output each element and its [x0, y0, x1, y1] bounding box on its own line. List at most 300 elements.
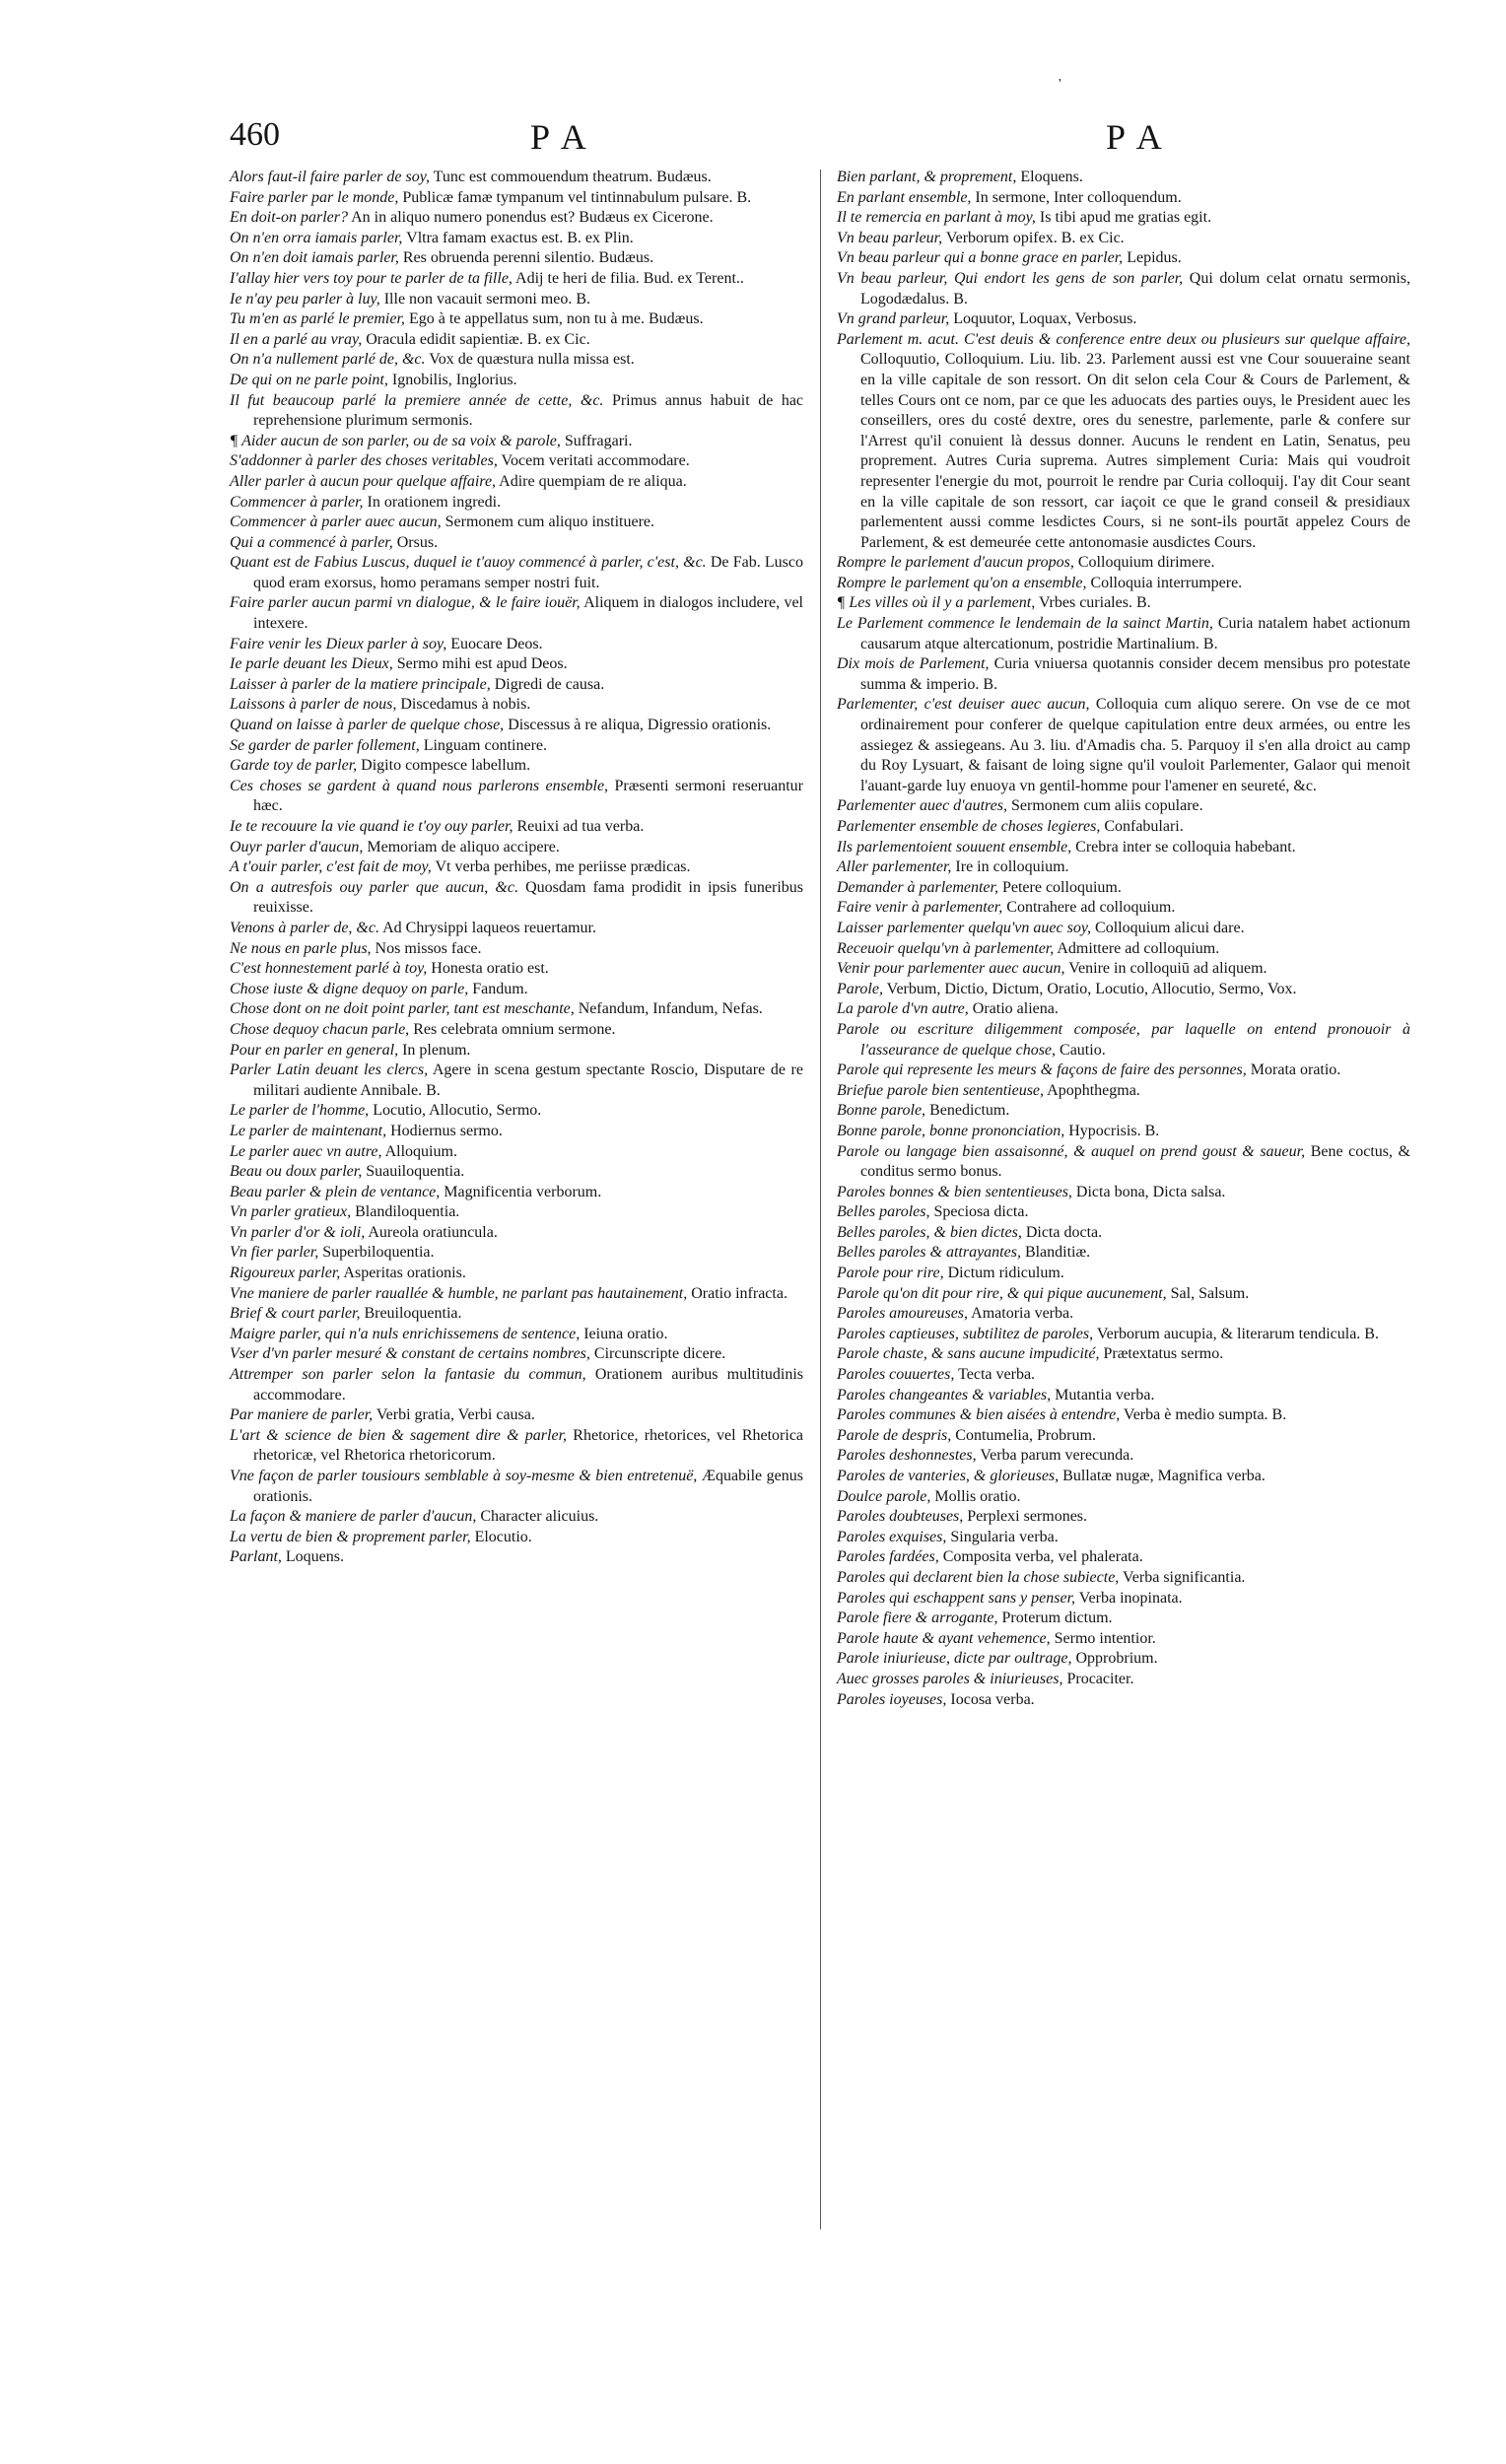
entry-latin: Lepidus.: [1127, 249, 1182, 267]
entry-french: Chose iuste & digne dequoy on parle,: [230, 980, 469, 997]
dictionary-entry: [230, 1264, 803, 1284]
entry-latin: Bullatæ nugæ, Magnifica verba.: [1062, 1468, 1266, 1484]
dictionary-entry: [230, 1507, 803, 1528]
entry-latin: Tecta verba.: [958, 1366, 1036, 1384]
entry-french: Ie parle deuant les Dieux,: [230, 655, 393, 673]
entry-french: Rompre le parlement d'aucun propos,: [837, 554, 1074, 572]
dictionary-entry: [837, 574, 1410, 594]
entry-french: Faire venir à parlementer,: [837, 899, 1003, 917]
entry-latin: Vt verba perhibes, me periisse prædicas.: [435, 858, 691, 876]
entry-latin: Colloquia interrumpere.: [1090, 574, 1243, 591]
dictionary-entry: [230, 1304, 803, 1325]
dictionary-entry: [230, 432, 803, 452]
dictionary-entry: [837, 898, 1410, 919]
entry-french: Laissons à parler de nous,: [230, 696, 397, 714]
entry-french: En doit-on parler?: [230, 209, 348, 227]
dictionary-entry: [837, 919, 1410, 939]
entry-latin: Venire in colloquiū ad aliquem.: [1068, 960, 1267, 978]
dictionary-entry: [230, 1223, 803, 1244]
entry-french: Parole qui represente les meurs & façons de faire des personnes,: [837, 1061, 1247, 1079]
dictionary-entry: [837, 1629, 1410, 1650]
dictionary-entry: [837, 593, 1410, 614]
entry-french: Ie te recouure la vie quand ie t'oy ouy parler,: [230, 818, 513, 835]
entry-latin: Bene coctus, & conditus sermo bonus.: [860, 1142, 1411, 1181]
entry-latin: Asperitas orationis.: [343, 1265, 466, 1282]
entry-latin: Oracula edidit sapientiæ. B. ex Cic.: [366, 330, 590, 348]
entry-latin: Æquabile genus orationis.: [253, 1468, 803, 1505]
entry-latin: Singularia verba.: [950, 1528, 1059, 1545]
entry-latin: Ire in colloquium.: [955, 858, 1069, 876]
entry-french: Vne maniere de parler rauallée & humble, ne parlant pas hautainement,: [230, 1284, 688, 1302]
entry-latin: Aureola oratiuncula.: [368, 1223, 498, 1241]
entry-latin: Hodiernus sermo.: [390, 1122, 503, 1139]
left-column: [230, 168, 803, 1568]
entry-latin: Discessus à re aliqua, Digressio orationis.: [508, 717, 772, 734]
dictionary-entry: [837, 1690, 1410, 1711]
dictionary-entry: [837, 878, 1410, 899]
entry-latin: Proterum dictum.: [1001, 1609, 1113, 1627]
dictionary-entry: [837, 817, 1410, 838]
right-column: [837, 168, 1410, 1710]
column-divider: [820, 170, 821, 2229]
dictionary-entry: [837, 168, 1410, 188]
dictionary-entry: [230, 472, 803, 493]
entry-latin: Hypocrisis. B.: [1068, 1122, 1160, 1139]
entry-french: Paroles communes & bien aisées à entendre,: [837, 1406, 1121, 1424]
dictionary-entry: [230, 980, 803, 1000]
dictionary-entry: [230, 878, 803, 919]
entry-french: Se garder de parler follement,: [230, 736, 420, 754]
dictionary-entry: [230, 838, 803, 858]
entry-french: Rigoureux parler,: [230, 1265, 341, 1282]
entry-french: Paroles changeantes & variables,: [837, 1386, 1052, 1403]
dictionary-entry: [230, 999, 803, 1020]
dictionary-entry: [230, 371, 803, 391]
dictionary-entry: [230, 1467, 803, 1507]
entry-french: Aller parlementer,: [837, 858, 952, 876]
dictionary-entry: [230, 1405, 803, 1426]
dictionary-entry: [837, 999, 1410, 1020]
entry-french: Parlementer auec d'autres,: [837, 797, 1008, 815]
entry-french: Paroles amoureuses,: [837, 1305, 969, 1323]
entry-latin: Ieiuna oratio.: [583, 1325, 668, 1342]
entry-latin: Procaciter.: [1066, 1670, 1134, 1687]
entry-french: Venons à parler de, &c.: [230, 919, 379, 936]
entry-latin: De Fab. Lusco quod eram exorsus, homo peramans semper nostri fuit.: [253, 554, 803, 591]
entry-latin: Composita verba, vel phalerata.: [942, 1548, 1143, 1566]
entry-french: Tu m'en as parlé le premier,: [230, 310, 405, 328]
entry-french: Chose dequoy chacun parle,: [230, 1020, 410, 1038]
entry-french: Parlementer, c'est deuiser auec aucun,: [837, 696, 1090, 714]
entry-latin: Petere colloquium.: [1001, 878, 1122, 896]
running-header: [0, 116, 1506, 166]
entry-french: Quant est de Fabius Luscus, duquel ie t'auoy commencé à parler, c'est, &c.: [230, 554, 707, 572]
entry-latin: Mutantia verba.: [1055, 1386, 1155, 1403]
entry-french: Quand on laisse à parler de quelque chose,: [230, 717, 505, 734]
entry-latin: Res celebrata omnium sermone.: [413, 1020, 616, 1038]
entry-french: Commencer à parler,: [230, 493, 364, 511]
entry-french: On a autresfois ouy parler que aucun, &c.: [230, 878, 518, 896]
entry-latin: Adij te heri de filia. Bud. ex Terent..: [515, 269, 744, 287]
headword-left: PA: [530, 117, 600, 157]
entry-french: Le parler de maintenant,: [230, 1122, 387, 1139]
entry-latin: Curia vniuersa quotannis consider decem mensibus pro potestate summa & imperio. B.: [860, 655, 1411, 693]
entry-french: Parole iniurieuse, dicte par oultrage,: [837, 1650, 1072, 1668]
entry-latin: Agere in scena gestum spectante Roscio, Disputare de re militari audiente Annibale. B.: [253, 1061, 803, 1099]
dictionary-entry: [230, 695, 803, 716]
entry-latin: Sal, Salsum.: [1170, 1284, 1250, 1302]
entry-french: On n'a nullement parlé de, &c.: [230, 351, 426, 369]
entry-latin: Nos missos face.: [375, 939, 482, 957]
entry-latin: Dicta docta.: [1025, 1223, 1103, 1241]
dictionary-entry: [837, 1325, 1410, 1345]
entry-french: Vser d'vn parler mesuré & constant de certains nombres,: [230, 1345, 590, 1363]
entry-french: Faire parler par le monde,: [230, 188, 399, 206]
entry-french: Paroles couuertes,: [837, 1366, 955, 1384]
entry-latin: Honesta oratio est.: [431, 960, 549, 978]
dictionary-entry: [837, 1487, 1410, 1508]
entry-latin: Locutio, Allocutio, Sermo.: [373, 1102, 542, 1120]
dictionary-entry: [837, 1304, 1410, 1325]
dictionary-entry: [230, 1041, 803, 1061]
entry-french: Parole ou escriture diligemment composée, par laquelle on entend pronouoir à l'asseurance de quelque chose,: [837, 1020, 1410, 1059]
entry-latin: Admittere ad colloquium.: [1057, 939, 1220, 957]
entry-latin: Rhetorice, rhetorices, vel Rhetorica rhetoricæ, vel Rhetorica rhetoricorum.: [253, 1426, 804, 1465]
entry-latin: Verbum, Dictio, Dictum, Oratio, Locutio, Allocutio, Sermo, Vox.: [886, 980, 1297, 997]
dictionary-entry: [837, 1467, 1410, 1487]
entry-latin: Publicæ famæ tympanum vel tintinnabulum pulsare. B.: [402, 188, 752, 206]
entry-latin: Elocutio.: [474, 1528, 532, 1545]
dictionary-entry: [230, 309, 803, 330]
entry-latin: Quosdam fama prodidit in ipsis funeribus reuixisse.: [253, 878, 804, 917]
dictionary-entry: [230, 248, 803, 269]
entry-french: S'addonner à parler des choses veritables,: [230, 452, 498, 470]
entry-french: On n'en orra iamais parler,: [230, 229, 403, 246]
entry-french: Briefue parole bien sententieuse,: [837, 1081, 1045, 1099]
entry-french: Paroles captieuses, subtilitez de paroles,: [837, 1325, 1094, 1342]
entry-french: Parole haute & ayant vehemence,: [837, 1629, 1051, 1647]
dictionary-entry: [230, 188, 803, 209]
dictionary-entry: [230, 1325, 803, 1345]
dictionary-entry: [837, 188, 1410, 209]
entry-french: Le parler de l'homme,: [230, 1102, 370, 1120]
entry-latin: Verba parum verecunda.: [980, 1447, 1134, 1465]
dictionary-entry: [230, 817, 803, 838]
dictionary-entry: [837, 980, 1410, 1000]
dictionary-entry: [230, 1547, 803, 1568]
entry-french: Il fut beaucoup parlé la premiere année de cette, &c.: [230, 391, 604, 409]
page-number: 460: [230, 116, 280, 153]
entry-french: Alors faut-il faire parler de soy,: [230, 169, 430, 185]
dictionary-entry: [230, 716, 803, 736]
entry-latin: Ille non vacauit sermoni meo. B.: [383, 290, 590, 308]
entry-latin: Vox de quæstura nulla missa est.: [429, 351, 635, 369]
entry-latin: Dicta bona, Dicta salsa.: [1075, 1183, 1226, 1200]
entry-latin: Sermonem cum aliquo instituere.: [445, 513, 655, 531]
entry-french: Paroles ioyeuses,: [837, 1690, 947, 1708]
entry-latin: Reuixi ad tua verba.: [516, 818, 645, 835]
entry-french: Vn beau parleur,: [837, 229, 943, 246]
entry-french: Il en a parlé au vray,: [230, 330, 363, 348]
entry-latin: Perplexi sermones.: [967, 1508, 1088, 1526]
entry-french: Doulce parole,: [837, 1487, 931, 1505]
dictionary-entry: [837, 1284, 1410, 1305]
entry-latin: Euocare Deos.: [450, 635, 543, 652]
entry-french: Maigre parler, qui n'a nuls enrichissemens de sentence,: [230, 1325, 581, 1342]
entry-french: Faire venir les Dieux parler à soy,: [230, 635, 447, 652]
entry-french: Parlement m. acut. C'est deuis & conference entre deux ou plusieurs sur quelque affaire,: [837, 330, 1410, 348]
entry-latin: Tunc est commouendum theatrum. Budæus.: [433, 169, 712, 185]
dictionary-entry: [230, 350, 803, 371]
entry-latin: Memoriam de aliquo accipere.: [367, 838, 560, 856]
entry-latin: Sermo intentior.: [1054, 1629, 1156, 1647]
dictionary-entry: [837, 208, 1410, 229]
entry-latin: Verborum aucupia, & literarum tendicula. B.: [1096, 1325, 1379, 1342]
entry-latin: In plenum.: [402, 1041, 471, 1059]
entry-french: Bonne parole, bonne prononciation,: [837, 1122, 1065, 1139]
dictionary-entry: [230, 1061, 803, 1101]
entry-latin: Ego à te appellatus sum, non tu à me. Budæus.: [408, 310, 704, 328]
dictionary-entry: [837, 1061, 1410, 1081]
entry-french: Brief & court parler,: [230, 1305, 361, 1323]
dictionary-entry: [837, 695, 1410, 796]
dictionary-entry: [230, 391, 803, 432]
entry-latin: Contrahere ad colloquium.: [1006, 899, 1176, 917]
entry-french: Paroles doubteuses,: [837, 1508, 964, 1526]
entry-latin: Fandum.: [472, 980, 528, 997]
entry-french: Ne nous en parle plus,: [230, 939, 372, 957]
dictionary-entry: [230, 593, 803, 634]
entry-latin: Superbiloquentia.: [322, 1244, 435, 1262]
entry-french: Paroles exquises,: [837, 1528, 947, 1545]
entry-french: Venir pour parlementer auec aucun,: [837, 960, 1065, 978]
dictionary-entry: [230, 756, 803, 777]
dictionary-entry: [837, 1528, 1410, 1548]
dictionary-entry: [230, 736, 803, 757]
dictionary-entry: [837, 1405, 1410, 1426]
entry-french: La façon & maniere de parler d'aucun,: [230, 1508, 477, 1526]
entry-french: Belles paroles & attrayantes,: [837, 1244, 1021, 1262]
entry-french: Parole chaste, & sans aucune impudicité,: [837, 1345, 1100, 1363]
entry-latin: Character alicuius.: [480, 1508, 599, 1526]
dictionary-entry: [230, 553, 803, 593]
dictionary-entry: [837, 229, 1410, 249]
entry-french: Commencer à parler auec aucun,: [230, 513, 442, 531]
dictionary-entry: [230, 654, 803, 675]
entry-latin: In sermone, Inter colloquendum.: [975, 188, 1182, 206]
entry-latin: Loquutor, Loquax, Verbosus.: [953, 310, 1137, 328]
dictionary-entry: [837, 1202, 1410, 1223]
entry-french: Receuoir quelqu'vn à parlementer,: [837, 939, 1055, 957]
entry-latin: Apophthegma.: [1047, 1081, 1140, 1099]
dictionary-entry: [837, 1081, 1410, 1102]
entry-latin: Sermo mihi est apud Deos.: [396, 655, 568, 673]
entry-latin: Nefandum, Infandum, Nefas.: [578, 1000, 763, 1018]
entry-french: Bonne parole,: [837, 1102, 926, 1120]
entry-latin: Digito compesce labellum.: [361, 757, 531, 775]
entry-french: Vn parler gratieux,: [230, 1203, 352, 1221]
entry-french: Parole,: [837, 980, 883, 997]
dictionary-entry: [230, 269, 803, 290]
dictionary-entry: [837, 1670, 1410, 1690]
entry-french: Chose dont on ne doit point parler, tant est meschante,: [230, 1000, 575, 1018]
entry-french: On n'en doit iamais parler,: [230, 249, 399, 267]
entry-latin: Vrbes curiales. B.: [1038, 594, 1151, 612]
entry-french: Parole ou langage bien assaisonné, & auquel on prend goust & saueur,: [837, 1142, 1306, 1160]
dictionary-entry: [837, 654, 1410, 695]
dictionary-entry: [230, 451, 803, 472]
entry-french: Vn beau parleur, Qui endort les gens de son parler,: [837, 269, 1184, 287]
entry-french: Ces choses se gardent à quand nous parlerons ensemble,: [230, 777, 609, 794]
entry-french: Parlant,: [230, 1548, 282, 1566]
entry-latin: Blandiloquentia.: [355, 1203, 460, 1221]
dictionary-entry: [230, 1101, 803, 1122]
dictionary-entry: [837, 1142, 1410, 1183]
entry-french: Belles paroles, & bien dictes,: [837, 1223, 1022, 1241]
entry-french: Ils parlementoient souuent ensemble,: [837, 838, 1072, 856]
entry-french: Qui a commencé à parler,: [230, 533, 393, 551]
entry-latin: Confabulari.: [1104, 818, 1184, 835]
entry-latin: Prætextatus sermo.: [1103, 1345, 1224, 1363]
dictionary-entry: [230, 919, 803, 939]
entry-latin: Eloquens.: [1020, 169, 1083, 185]
entry-latin: Dictum ridiculum.: [947, 1265, 1064, 1282]
dictionary-entry: [837, 1547, 1410, 1568]
entry-french: Belles paroles,: [837, 1203, 930, 1221]
dictionary-entry: [837, 1589, 1410, 1609]
dictionary-entry: [230, 533, 803, 554]
dictionary-entry: [837, 1243, 1410, 1264]
dictionary-entry: [230, 1183, 803, 1203]
entry-latin: Blanditiæ.: [1024, 1244, 1091, 1262]
dictionary-entry: [230, 1020, 803, 1041]
entry-latin: Ignobilis, Inglorius.: [391, 371, 517, 388]
dictionary-entry: [230, 1284, 803, 1305]
entry-french: La parole d'vn autre,: [837, 1000, 969, 1018]
entry-latin: Orsus.: [396, 533, 439, 551]
entry-french: La vertu de bien & proprement parler,: [230, 1528, 471, 1545]
entry-french: Rompre le parlement qu'on a ensemble,: [837, 574, 1087, 591]
entry-latin: Cautio.: [1060, 1041, 1106, 1059]
dictionary-entry: [837, 1223, 1410, 1244]
dictionary-entry: [837, 1507, 1410, 1528]
dictionary-entry: [837, 1608, 1410, 1629]
dictionary-entry: [230, 939, 803, 960]
entry-latin: Oratio aliena.: [972, 1000, 1059, 1018]
entry-french: En parlant ensemble,: [837, 188, 972, 206]
entry-latin: Contumelia, Probrum.: [955, 1426, 1096, 1444]
entry-latin: Res obruenda perenni silentio. Budæus.: [402, 249, 654, 267]
entry-latin: Morata oratio.: [1250, 1061, 1341, 1079]
entry-french: Paroles deshonnestes,: [837, 1447, 977, 1465]
entry-latin: In orationem ingredi.: [367, 493, 502, 511]
entry-latin: Iocosa verba.: [950, 1690, 1035, 1708]
dictionary-entry: [837, 959, 1410, 980]
entry-latin: Vocem veritati accommodare.: [501, 452, 690, 470]
entry-french: Beau parler & plein de ventance,: [230, 1183, 441, 1200]
dictionary-entry: [837, 614, 1410, 654]
entry-latin: An in aliquo numero ponendus est? Budæus ex Cicerone.: [351, 209, 714, 227]
entry-latin: Sermonem cum aliis copulare.: [1011, 797, 1203, 815]
entry-latin: Orationem auribus multitudinis accommodare.: [253, 1366, 803, 1403]
entry-french: Bien parlant, & proprement,: [837, 169, 1017, 185]
entry-latin: Oratio infracta.: [691, 1284, 787, 1302]
dictionary-entry: [230, 1528, 803, 1548]
entry-french: ¶ Aider aucun de son parler, ou de sa voix & parole,: [230, 432, 561, 449]
dictionary-entry: [837, 1426, 1410, 1447]
entry-french: Attremper son parler selon la fantasie du commun,: [230, 1366, 586, 1384]
entry-latin: Magnificentia verborum.: [444, 1183, 602, 1200]
dictionary-entry: [230, 777, 803, 817]
entry-latin: Mollis oratio.: [934, 1487, 1021, 1505]
entry-latin: Primus annus habuit de hac reprehensione plurimum sermonis.: [253, 391, 804, 430]
entry-latin: Colloquutio, Colloquium. Liu. lib. 23. Parlement aussi est vne Cour souueraine seant en la ville capitale de son ressort. On dit selon cela Cour & Cours de Parlement, & telles Cours ont ce nom, par ce que les aduocats des parties ouys, le President auec les conseillers, ores du costé dextre, ores du senestre, parlemente, parle & confere sur l'Arrest qu'il conuient là dessus donner. Aucuns le rendent en Latin, Senatus, peu proprement. Autres Curia suprema. Autres simplement Curia: Mais qui voudroit representer l'energie du mot, pourroit le rendre par Curia colloquij. I'ay dit Cour seant en la ville capitale de son ressort, car iaçoit ce que le grand conseil & presidiaux parlementent aussi comme lesdictes Cours, si ne sont-ils pourtāt appelez Cours de Parlement, & est demeurée cette antonomasie ausdictes Cours.: [860, 351, 1410, 551]
entry-french: Laisser parlementer quelqu'vn auec soy,: [837, 919, 1092, 936]
entry-latin: Verba significantia.: [1123, 1568, 1246, 1586]
dictionary-entry: [837, 1568, 1410, 1589]
dictionary-entry: [837, 857, 1410, 878]
entry-french: I'allay hier vers toy pour te parler de ta fille,: [230, 269, 513, 287]
entry-latin: Suauiloquentia.: [366, 1163, 465, 1181]
dictionary-entry: [230, 1243, 803, 1264]
entry-latin: Colloquia cum aliquo serere. On vse de ce mot ordinairement pour conferer de quelque capitulation entre deux armées, ou entre les assiegez & assiegeans. Au 3. liu. d'Amadis cha. 5. Parquoy il s'en alla droict au camp du Roy Lysuart, & faisant de loing signe qu'il vouloit Parlementer, Galaor qui menoit l'auant-garde luy enuoya vn gentil-homme pour l'amener en seureté, &c.: [860, 696, 1411, 794]
dictionary-entry: [837, 1344, 1410, 1365]
entry-french: Ie n'ay peu parler à luy,: [230, 290, 380, 308]
entry-french: Aller parler à aucun pour quelque affaire,: [230, 472, 497, 490]
entry-latin: Ad Chrysippi laqueos reuertamur.: [382, 919, 596, 936]
dictionary-entry: [837, 1446, 1410, 1467]
dictionary-entry: [230, 1122, 803, 1142]
dictionary-entry: [230, 513, 803, 533]
entry-french: Parlementer ensemble de choses legieres,: [837, 818, 1101, 835]
entry-latin: Vltra famam exactus est. B. ex Plin.: [406, 229, 634, 246]
entry-latin: Discedamus à nobis.: [400, 696, 531, 714]
dictionary-entry: [230, 168, 803, 188]
entry-latin: Amatoria verba.: [971, 1305, 1074, 1323]
dictionary-entry: [230, 1426, 803, 1467]
entry-french: Parole fiere & arrogante,: [837, 1609, 998, 1627]
entry-latin: Opprobrium.: [1075, 1650, 1158, 1668]
dictionary-entry: [230, 1344, 803, 1365]
dictionary-entry: [230, 635, 803, 655]
dictionary-entry: [230, 959, 803, 980]
entry-french: Vn beau parleur qui a bonne grace en parler,: [837, 249, 1124, 267]
entry-french: Laisser à parler de la matiere principale,: [230, 675, 491, 693]
entry-french: Demander à parlementer,: [837, 878, 998, 896]
entry-french: A t'ouir parler, c'est fait de moy,: [230, 858, 432, 876]
dictionary-entry: [837, 269, 1410, 309]
entry-french: Parole qu'on dit pour rire, & qui pique aucunement,: [837, 1284, 1167, 1302]
entry-latin: Verba inopinata.: [1078, 1589, 1183, 1607]
entry-latin: Colloquium alicui dare.: [1095, 919, 1245, 936]
entry-latin: Verborum opifex. B. ex Cic.: [945, 229, 1125, 246]
entry-french: Par maniere de parler,: [230, 1406, 374, 1424]
entry-french: Vn fier parler,: [230, 1244, 319, 1262]
entry-french: Dix mois de Parlement,: [837, 655, 990, 673]
page-corner-mark: ': [1059, 77, 1061, 92]
dictionary-entry: [837, 1386, 1410, 1406]
entry-french: Le parler auec vn autre,: [230, 1142, 382, 1160]
dictionary-entry: [837, 1020, 1410, 1061]
dictionary-entry: [837, 939, 1410, 960]
dictionary-entry: [837, 1264, 1410, 1284]
dictionary-entry: [230, 330, 803, 351]
entry-french: Parler Latin deuant les clercs,: [230, 1061, 429, 1079]
entry-french: Beau ou doux parler,: [230, 1163, 363, 1181]
entry-french: Vne façon de parler tousiours semblable à soy-mesme & bien entretenuë,: [230, 1468, 698, 1484]
entry-latin: Adire quempiam de re aliqua.: [499, 472, 687, 490]
entry-french: Vn parler d'or & ioli,: [230, 1223, 366, 1241]
